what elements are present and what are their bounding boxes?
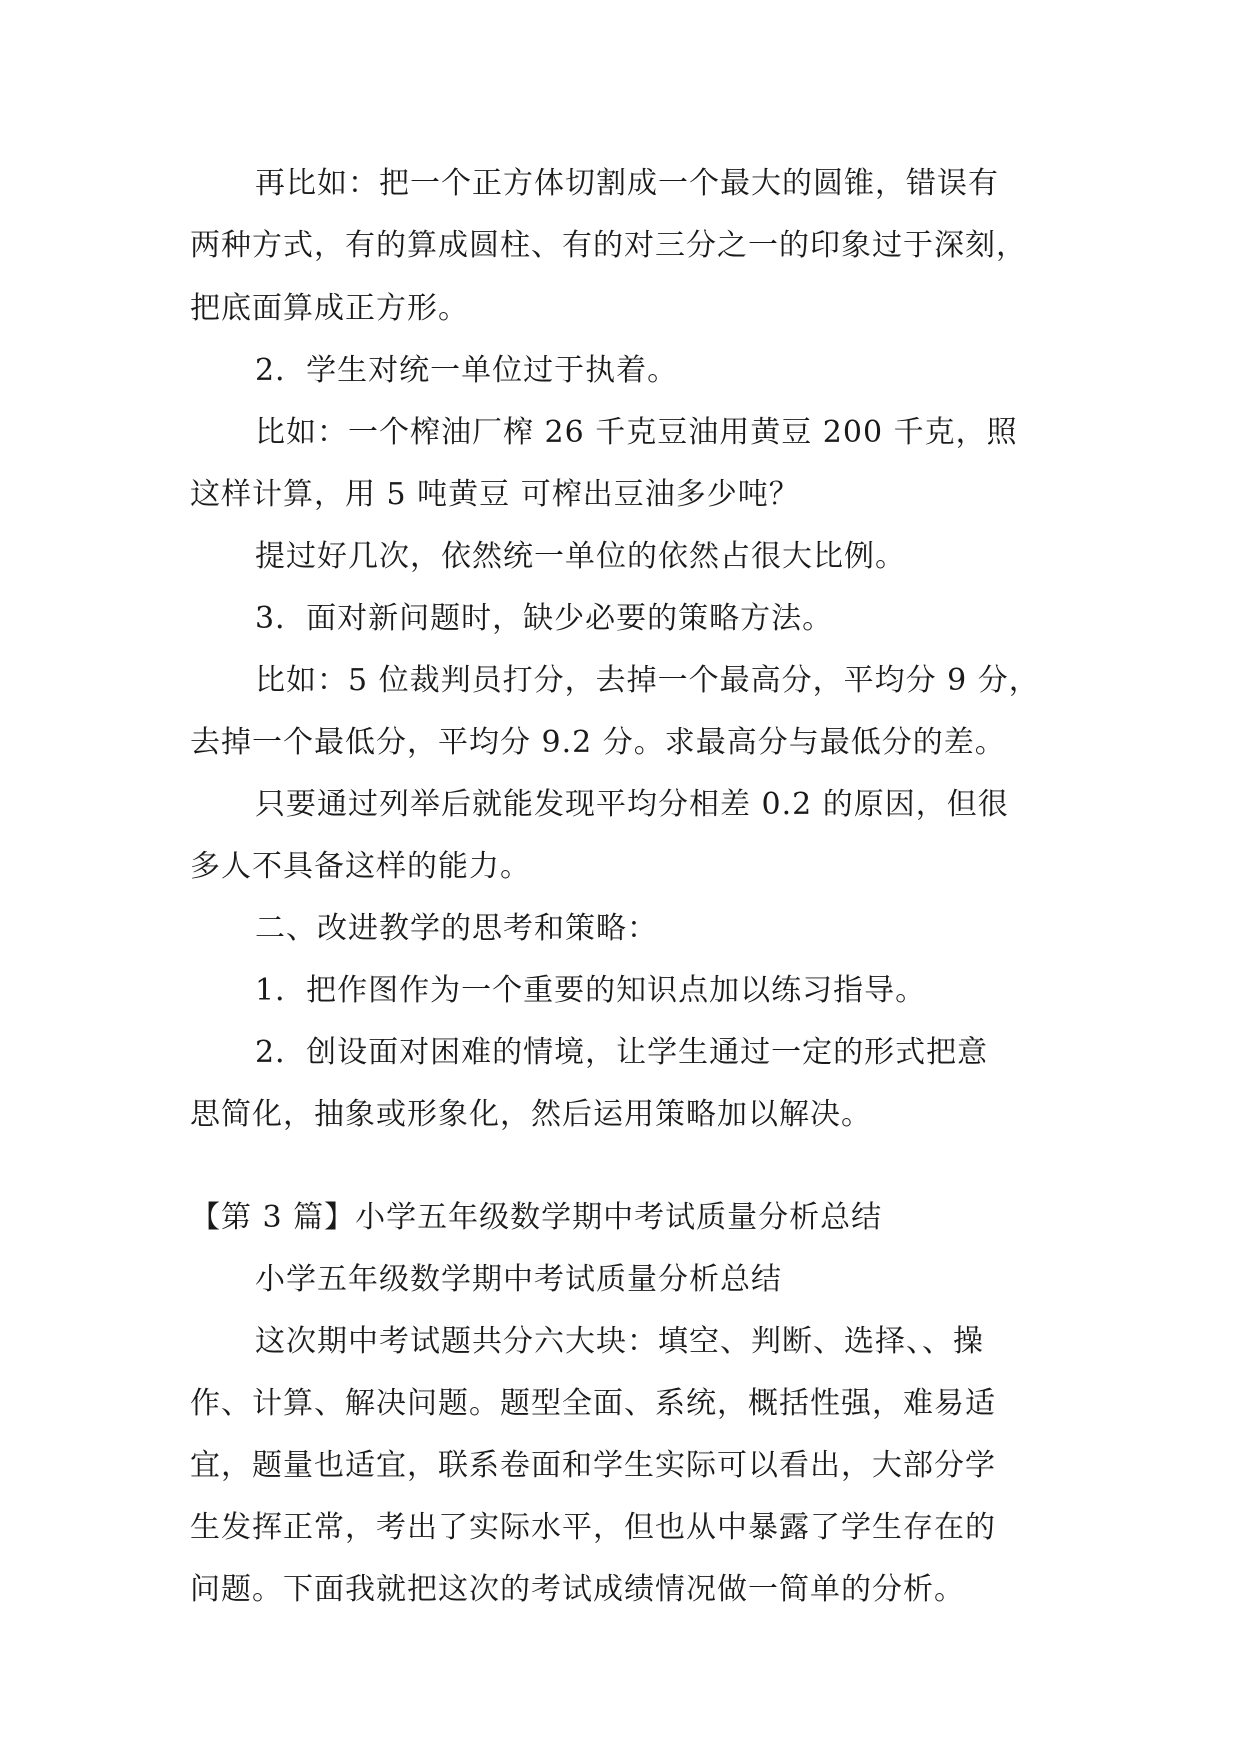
- paragraph-line: 这次期中考试题共分六大块：填空、判断、选择、、操: [255, 1324, 984, 1359]
- paragraph-line: 再比如：把一个正方体切割成一个最大的圆锥，错误有: [255, 166, 999, 201]
- paragraph-line: 比如：5 位裁判员打分，去掉一个最高分，平均分 9 分，: [255, 663, 1040, 698]
- list-item: 2．创设面对困难的情境，让学生通过一定的形式把意: [255, 1035, 989, 1070]
- paragraph-line: 提过好几次，依然统一单位的依然占很大比例。: [255, 539, 906, 574]
- paragraph-line: 只要通过列举后就能发现平均分相差 0.2 的原因，但很: [255, 787, 1009, 822]
- paragraph-line: 比如：一个榨油厂榨 26 千克豆油用黄豆 200 千克，照: [255, 415, 1018, 450]
- paragraph-line: 两种方式，有的算成圆柱、有的对三分之一的印象过于深刻，: [190, 228, 1027, 263]
- article-heading: 【第 3 篇】小学五年级数学期中考试质量分析总结: [190, 1200, 883, 1235]
- paragraph-line: 生发挥正常，考出了实际水平，但也从中暴露了学生存在的: [190, 1510, 996, 1545]
- section-heading: 二、改进教学的思考和策略：: [255, 911, 658, 946]
- list-item: 2．学生对统一单位过于执着。: [255, 353, 679, 388]
- paragraph-line: 作、计算、解决问题。题型全面、系统，概括性强，难易适: [190, 1386, 996, 1421]
- article-title: 小学五年级数学期中考试质量分析总结: [255, 1262, 782, 1297]
- list-item: 1．把作图作为一个重要的知识点加以练习指导。: [255, 973, 927, 1008]
- paragraph-line: 宜，题量也适宜，联系卷面和学生实际可以看出，大部分学: [190, 1448, 996, 1483]
- paragraph-line: 多人不具备这样的能力。: [190, 849, 531, 884]
- list-item: 3．面对新问题时，缺少必要的策略方法。: [255, 601, 834, 636]
- paragraph-line: 去掉一个最低分，平均分 9.2 分。求最高分与最低分的差。: [190, 725, 1006, 760]
- list-item: 思简化，抽象或形象化，然后运用策略加以解决。: [190, 1097, 872, 1132]
- paragraph-line: 把底面算成正方形。: [190, 291, 469, 326]
- paragraph-line: 这样计算，用 5 吨黄豆 可榨出豆油多少吨？: [190, 477, 800, 512]
- paragraph-line: 问题。下面我就把这次的考试成绩情况做一简单的分析。: [190, 1572, 965, 1607]
